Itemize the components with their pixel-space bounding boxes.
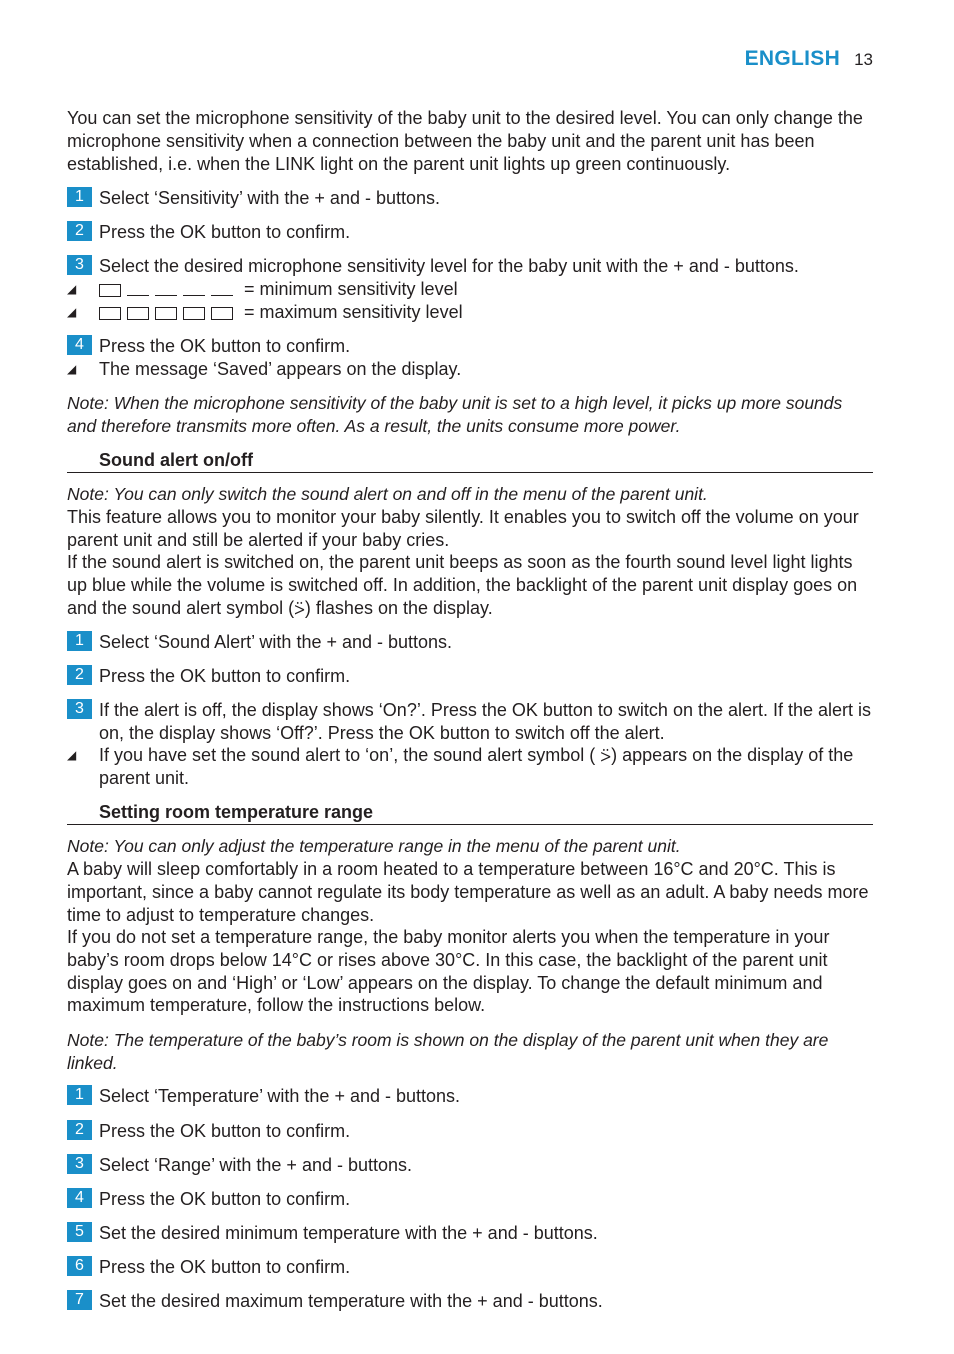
step-text: Select the desired microphone sensitivity level for the baby unit with the + and - buttons. [99,256,799,276]
sound-alert-note: Note: You can only switch the sound alert on and off in the menu of the parent unit. [67,484,708,504]
step-text: Press the OK button to confirm. [99,222,351,242]
saved-bullet [67,358,873,381]
step-number: 1 [67,187,92,207]
step-text: If the alert is off, the display shows ‘On?’. Press the OK button to switch on the alert. If the alert is on, the display shows ‘Off?’. Press the OK button to switch off the alert. [99,700,872,743]
temperature-step [67,1188,873,1211]
temperature-step [67,1120,873,1143]
temperature-step [67,1222,873,1245]
sensitivity-step [67,187,873,210]
sensitivity-step [67,255,873,278]
step-number: 6 [67,1256,92,1276]
step-number: 2 [67,221,92,241]
section-heading-temperature [67,800,873,825]
step-text: Set the desired minimum temperature with the + and - buttons. [99,1223,598,1243]
step-number: 1 [67,1085,92,1105]
triangle-bullet-icon: ◢ [67,362,77,376]
temperature-para: A baby will sleep comfortably in a room heated to a temperature between 16°C and 20°C. This is important, since a baby cannot regulate its body temperature as well as an adult. A baby needs more time to adjust to temperature changes. [67,859,869,925]
temperature-step [67,1256,873,1279]
step-text: Select ‘Range’ with the + and - buttons. [99,1155,413,1175]
step-number: 5 [67,1222,92,1242]
sensitivity-step [67,221,873,244]
step-text: Press the OK button to confirm. [99,666,351,686]
step-number: 1 [67,631,92,651]
temperature-para: If you do not set a temperature range, the baby monitor alerts you when the temperature in your baby’s room drops below 14°C or rises above 30°C. In this case, the backlight of the parent unit display goes on and ‘High’ or ‘Low’ appears on the display. To change the default minimum and maximum temperature, follow the instructions below. [67,927,830,1016]
sensitivity-note: Note: When the microphone sensitivity of the baby unit is set to a high level, it picks up more sounds and therefore transmits more often. As a result, the units consume more power. [67,393,843,436]
step-number: 4 [67,1188,92,1208]
step-number: 3 [67,1154,92,1174]
step-text: Press the OK button to confirm. [99,1189,351,1209]
step-number: 2 [67,665,92,685]
intro-paragraph: You can set the microphone sensitivity of the baby unit to the desired level. You can only change the microphone sensitivity when a connection between the baby unit and the parent unit has been established, i.e. when the LINK light on the parent unit lights up green continuously. [67,108,863,174]
section-title: Sound alert on/off [99,450,253,470]
sound-alert-step [67,665,873,688]
triangle-bullet-icon: ◢ [67,282,77,296]
temperature-step [67,1290,873,1313]
max-sensitivity-label: = maximum sensitivity level [244,302,463,322]
step-text: Press the OK button to confirm. [99,336,351,356]
sound-alert-para: If the sound alert is switched on, the parent unit beeps as soon as the fourth sound level light lights up blue while the volume is switched off. In addition, the backlight of the parent unit display goes on and the sound alert symbol (⍩) flashes on the display. [67,552,858,618]
section-title: Setting room temperature range [99,802,374,822]
max-sensitivity-bullet [67,301,873,324]
step-text: Set the desired maximum temperature with the + and - buttons. [99,1291,603,1311]
step-text: Press the OK button to confirm. [99,1257,351,1277]
triangle-bullet-icon: ◢ [67,305,77,319]
sound-alert-step [67,699,873,745]
sound-alert-step [67,631,873,654]
page-header [745,47,873,71]
step-text: Select ‘Sensitivity’ with the + and - buttons. [99,188,441,208]
bullet-text: If you have set the sound alert to ‘on’, the sound alert symbol ( ⍩) appears on the display of the parent unit. [99,745,854,788]
triangle-bullet-icon: ◢ [67,748,77,762]
step-number: 2 [67,1120,92,1140]
language-label: ENGLISH [744,47,841,70]
min-sensitivity-label: = minimum sensitivity level [244,279,458,299]
temperature-step [67,1154,873,1177]
step-text: Select ‘Temperature’ with the + and - buttons. [99,1086,461,1106]
step-number: 3 [67,699,92,719]
temperature-step [67,1085,873,1108]
bullet-text: The message ‘Saved’ appears on the display. [99,359,462,379]
step-text: Press the OK button to confirm. [99,1121,351,1141]
step-text: Select ‘Sound Alert’ with the + and - buttons. [99,632,453,652]
temperature-note: Note: The temperature of the baby’s room is shown on the display of the parent unit when they are linked. [67,1030,829,1073]
step-number: 4 [67,335,92,355]
max-sensitivity-indicator-icon [99,307,233,320]
step-number: 7 [67,1290,92,1310]
step-number: 3 [67,255,92,275]
sound-alert-bullet [67,744,873,790]
sensitivity-step [67,335,873,358]
temperature-note: Note: You can only adjust the temperature range in the menu of the parent unit. [67,836,681,856]
section-heading-sound-alert [67,448,873,473]
min-sensitivity-bullet [67,278,873,301]
page-number: 13 [854,50,873,69]
sound-alert-para: This feature allows you to monitor your baby silently. It enables you to switch off the volume on your parent unit and still be alerted if your baby cries. [67,507,859,550]
min-sensitivity-indicator-icon [99,284,233,297]
